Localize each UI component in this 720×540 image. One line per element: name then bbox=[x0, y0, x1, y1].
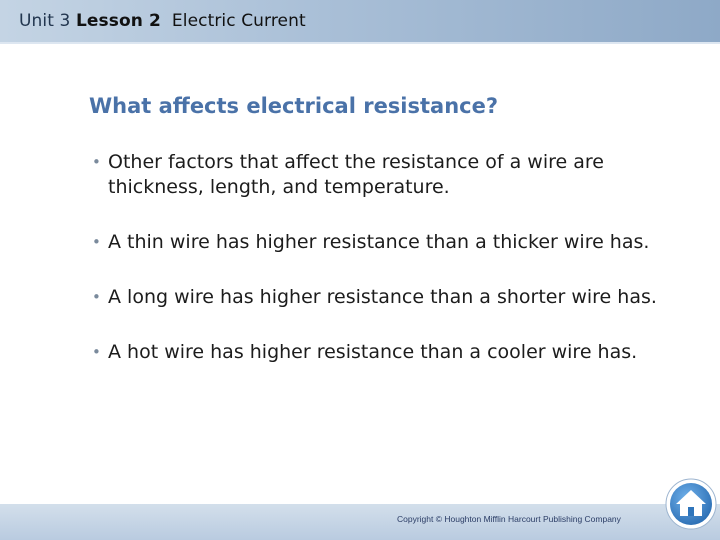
bullet-marker: • bbox=[92, 343, 101, 361]
bullet-marker: • bbox=[92, 288, 101, 306]
bullet-list bbox=[92, 150, 692, 395]
topic-label: Electric Current bbox=[171, 11, 306, 31]
bullet-item bbox=[92, 285, 692, 310]
bullet-text: A thin wire has higher resistance than a thicker wire has. bbox=[108, 231, 650, 253]
bullet-marker: • bbox=[92, 233, 101, 251]
content-area bbox=[0, 44, 720, 504]
bullet-text: A hot wire has higher resistance than a cooler wire has. bbox=[108, 341, 638, 363]
bullet-text: Other factors that affect the resistance of a wire are thickness, length, and temperature. bbox=[108, 151, 604, 198]
home-button[interactable] bbox=[664, 477, 718, 531]
slide-title: What affects electrical resistance? bbox=[89, 94, 499, 118]
bullet-item bbox=[92, 230, 692, 255]
bullet-marker: • bbox=[92, 153, 101, 171]
home-icon bbox=[664, 477, 718, 531]
header-bar bbox=[0, 0, 720, 42]
unit-label: Unit 3 bbox=[19, 11, 71, 31]
copyright-text: Copyright © Houghton Mifflin Harcourt Publishing Company bbox=[397, 514, 621, 524]
bullet-text: A long wire has higher resistance than a shorter wire has. bbox=[108, 286, 657, 308]
lesson-label: Lesson 2 bbox=[75, 11, 161, 31]
header-breadcrumb bbox=[19, 11, 306, 31]
bullet-item bbox=[92, 340, 692, 365]
bullet-item bbox=[92, 150, 692, 200]
